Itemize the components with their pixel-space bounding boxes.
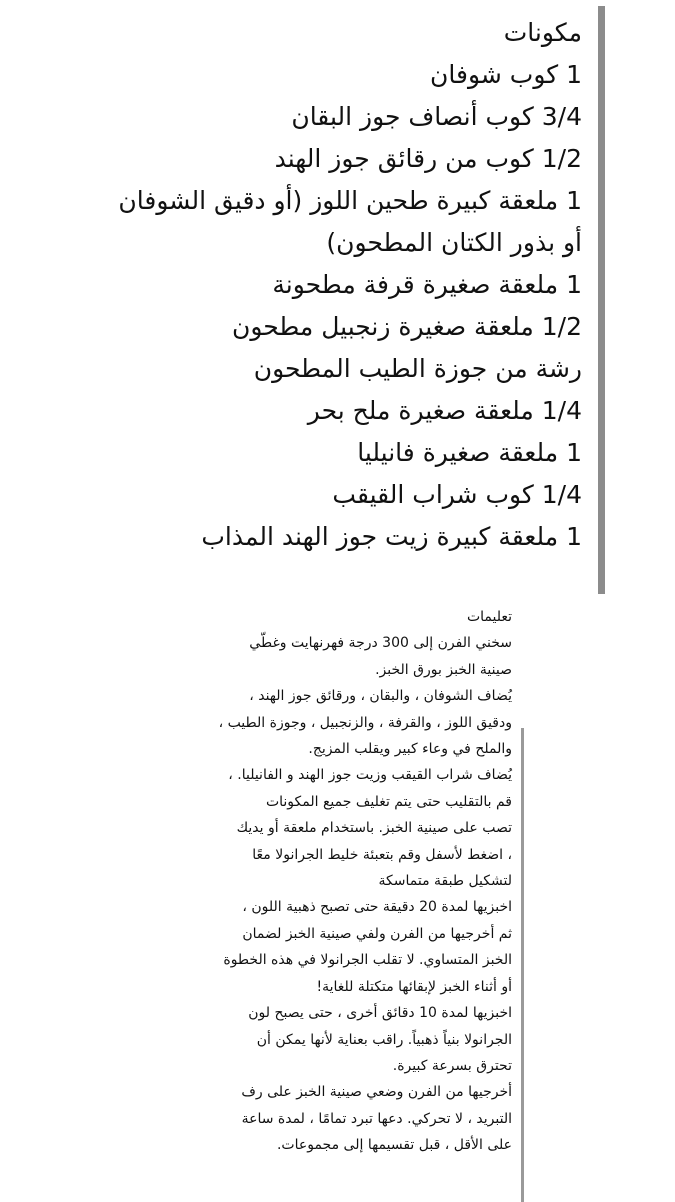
instruction-line: أو أثناء الخبز لإبقائها متكتلة للغاية! (316, 978, 512, 995)
ingredient-item: 1 كوب شوفان (430, 60, 582, 89)
instruction-line: التبريد ، لا تحركي. دعها تبرد تمامًا ، لمدة ساعة (241, 1110, 512, 1127)
instruction-line: ، اضغط لأسفل وقم بتعبئة خليط الجرانولا معًا (252, 846, 512, 863)
instruction-line: ثم أخرجيها من الفرن ولفي صينية الخبز لضمان (242, 925, 512, 942)
ingredients-list (102, 12, 582, 558)
ingredients-section (0, 0, 675, 600)
instructions-side-bar (521, 728, 524, 1202)
instruction-line: اخبزيها لمدة 20 دقيقة حتى تصبح ذهبية اللون ، (242, 899, 512, 916)
instruction-line: صينية الخبز بورق الخبز. (375, 661, 512, 678)
instruction-line: اخبزيها لمدة 10 دقائق أخرى ، حتى يصبح لون (248, 1005, 512, 1022)
ingredient-item: 1/4 كوب شراب القيقب (332, 480, 582, 509)
instruction-line: الجرانولا بنياً ذهبياً. راقب بعناية لأنها يمكن أن (256, 1031, 512, 1048)
instruction-line: قم بالتقليب حتى يتم تغليف جميع المكونات (265, 793, 512, 810)
instruction-line: يُضاف شراب القيقب وزيت جوز الهند و الفانيليا. ، (228, 767, 512, 784)
ingredient-item: 1 ملعقة صغيرة قرفة مطحونة (272, 270, 582, 299)
instruction-line: أخرجيها من الفرن وضعي صينية الخبز على رف (241, 1084, 512, 1101)
ingredient-item: 1 ملعقة صغيرة فانيليا (357, 438, 582, 467)
instructions-title: تعليمات (466, 609, 512, 625)
instruction-line: الخبز المتساوي. لا تقلب الجرانولا في هذه الخطوة (223, 952, 512, 969)
instruction-line: والملح في وعاء كبير ويقلب المزيج. (308, 741, 512, 758)
ingredient-item: 1/2 كوب من رقائق جوز الهند (274, 144, 582, 173)
ingredient-item: 1 ملعقة كبيرة زيت جوز الهند المذاب (201, 522, 582, 551)
instruction-line: تصب على صينية الخبز. باستخدام ملعقة أو يديك (236, 820, 512, 837)
instructions-text (218, 604, 512, 1159)
instruction-line: يُضاف الشوفان ، والبقان ، ورقائق جوز الهند ، (249, 688, 512, 705)
instruction-line: تحترق بسرعة كبيرة. (392, 1057, 512, 1074)
ingredient-item: 1 ملعقة كبيرة طحين اللوز (أو دقيق الشوفان أو بذور الكتان المطحون) (118, 186, 582, 257)
ingredient-item: 1/4 ملعقة صغيرة ملح بحر (307, 396, 582, 425)
ingredients-side-bar (598, 6, 605, 594)
ingredient-item: رشة من جوزة الطيب المطحون (253, 354, 582, 383)
instruction-line: سخني الفرن إلى 300 درجة فهرنهايت وغطّي (249, 635, 512, 652)
instruction-line: ودقيق اللوز ، والقرفة ، والزنجبيل ، وجوزة الطيب ، (218, 714, 512, 731)
ingredient-item: 3/4 كوب أنصاف جوز البقان (291, 102, 582, 131)
instruction-line: لتشكيل طبقة متماسكة (378, 873, 512, 890)
ingredients-title: مكونات (503, 18, 582, 47)
ingredient-item: 1/2 ملعقة صغيرة زنجبيل مطحون (231, 312, 582, 341)
instruction-line: على الأقل ، قبل تقسيمها إلى مجموعات. (276, 1137, 512, 1154)
instructions-section (0, 600, 675, 1200)
